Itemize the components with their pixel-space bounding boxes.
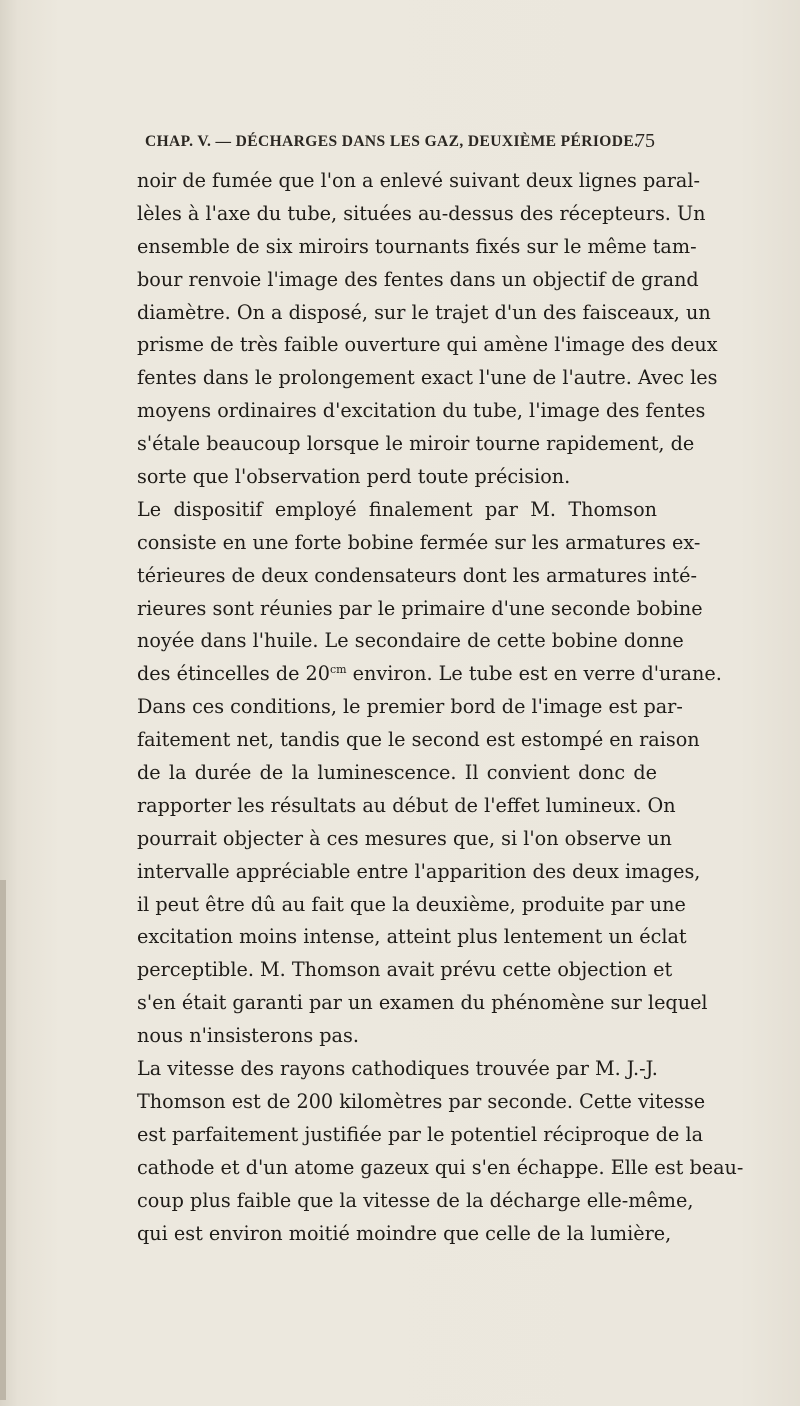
text-line: intervalle appréciable entre l'apparition des deux images, [137, 859, 701, 883]
text-line: rieures sont réunies par le primaire d'une seconde bobine [137, 596, 703, 620]
text-line: faitement net, tandis que le second est estompé en raison [137, 728, 700, 752]
unit-superscript: cm [329, 663, 347, 677]
text-line: ensemble de six miroirs tournants fixés sur le même tam- [137, 234, 697, 258]
text-line [137, 658, 722, 691]
text-line: térieures de deux condensateurs dont les armatures inté- [137, 563, 697, 587]
text-line: prisme de très faible ouverture qui amène l'image des deux [137, 333, 718, 357]
text-line: perceptible. M. Thomson avait prévu cette objection et [137, 958, 673, 982]
text-line: coup plus faible que la vitesse de la décharge elle-même, [137, 1188, 694, 1212]
text-line: lèles à l'axe du tube, situées au-dessus des récepteurs. Un [137, 201, 706, 225]
text-line: excitation moins intense, atteint plus lentement un éclat [137, 925, 687, 949]
text-line: pourrait objecter à ces mesures que, si l'on observe un [137, 826, 672, 850]
text-line: Dans ces conditions, le premier bord de l'image est par- [137, 695, 683, 719]
text-fragment: environ. Le tube est en verre d'urane. [346, 662, 722, 686]
text-line: qui est environ moitié moindre que celle de la lumière, [137, 1221, 672, 1245]
text-line: bour renvoie l'image des fentes dans un objectif de grand [137, 267, 699, 291]
text-fragment: des étincelles de 20 [137, 662, 330, 686]
text-line: consiste en une forte bobine fermée sur les armatures ex- [137, 530, 701, 554]
text-line: il peut être dû au fait que la deuxième, produite par une [137, 892, 686, 916]
text-line: cathode et d'un atome gazeux qui s'en échappe. Elle est beau- [137, 1155, 744, 1179]
text-line: nous n'insisterons pas. [137, 1024, 359, 1048]
page-header [145, 130, 655, 155]
text-line: Le dispositif employé finalement par M. Thomson [137, 497, 657, 521]
page-edge-shadow [0, 880, 6, 1400]
text-line: noir de fumée que l'on a enlevé suivant deux lignes paral- [137, 169, 700, 192]
text-line: noyée dans l'huile. Le secondaire de cette bobine donne [137, 629, 684, 653]
text-line: Thomson est de 200 kilomètres par seconde. Cette vitesse [137, 1089, 706, 1113]
text-line: est parfaitement justifiée par le potentiel réciproque de la [137, 1122, 704, 1146]
text-line: moyens ordinaires d'excitation du tube, l'image des fentes [137, 399, 706, 423]
running-head: CHAP. V. — DÉCHARGES DANS LES GAZ, DEUXIÈME PÉRIODE. [145, 133, 639, 150]
page-number: 75 [635, 130, 655, 152]
text-line: rapporter les résultats au début de l'effet lumineux. On [137, 793, 676, 817]
text-line: s'en était garanti par un examen du phénomène sur lequel [137, 991, 708, 1015]
text-line: s'étale beaucoup lorsque le miroir tourne rapidement, de [137, 432, 695, 456]
text-line: La vitesse des rayons cathodiques trouvée par M. J.-J. [137, 1057, 658, 1081]
text-line: fentes dans le prolongement exact l'une de l'autre. Avec les [137, 366, 718, 390]
text-line: diamètre. On a disposé, sur le trajet d'un des faisceaux, un [137, 300, 711, 324]
body-text [137, 165, 744, 1250]
text-line: de la durée de la luminescence. Il convient donc de [137, 761, 657, 785]
text-line: sorte que l'observation perd toute précision. [137, 465, 571, 489]
